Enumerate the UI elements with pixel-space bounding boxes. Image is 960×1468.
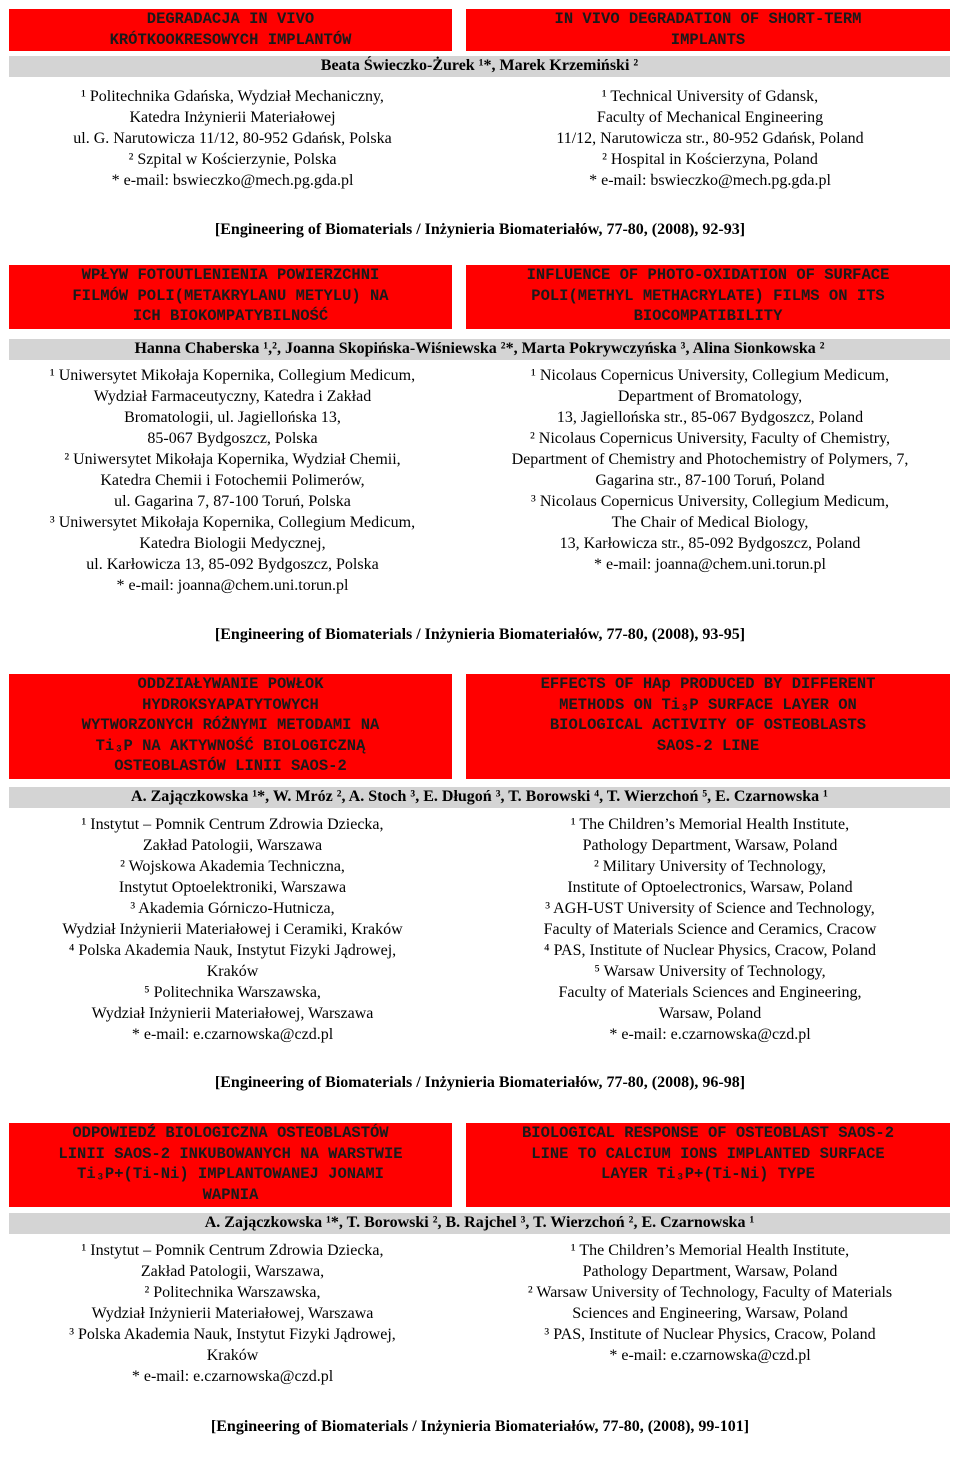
affiliation-line: ¹ The Children’s Memorial Health Institute, — [570, 816, 850, 833]
affiliation-line: Warsaw, Poland — [658, 1005, 762, 1022]
affiliation-line: Zakład Patologii, Warszawa, — [140, 1263, 325, 1280]
affiliation-line: ul. G. Narutowicza 11/12, 80-952 Gdańsk, Polska — [73, 130, 392, 147]
authors-line: A. Zajączkowska ¹*, W. Mróz ², A. Stoch ³, E. Długoń ³, T. Borowski ⁴, T. Wierzchoń ⁵, E. Czarnowska ¹ — [9, 787, 950, 808]
affiliation-line: * e-mail: e.czarnowska@czd.pl — [131, 1368, 334, 1385]
affiliation-line: Wydział Inżynierii Materiałowej i Ceramiki, Kraków — [62, 921, 403, 938]
affiliation-line: ¹ Instytut – Pomnik Centrum Zdrowia Dziecka, — [81, 816, 384, 833]
affiliation-line: ¹ Technical University of Gdansk, — [601, 88, 819, 105]
affiliation-line: 11/12, Narutowicza str., 80-952 Gdańsk, Poland — [556, 130, 864, 147]
affiliations-english — [460, 1240, 960, 1366]
affiliation-line: ² Military University of Technology, — [593, 858, 827, 875]
affiliation-line: 13, Karłowicza str., 85-092 Bydgoszcz, Poland — [559, 535, 861, 552]
affiliation-line: 13, Jagiellońska str., 85-067 Bydgoszcz, Poland — [556, 409, 864, 426]
affiliation-line: Katedra Biologii Medycznej, — [139, 535, 326, 552]
affiliation-line: Faculty of Mechanical Engineering — [596, 109, 824, 126]
affiliation-line: Wydział Inżynierii Materiałowej, Warszawa — [91, 1305, 374, 1322]
affiliation-line: ⁴ Polska Akademia Nauk, Instytut Fizyki Jądrowej, — [68, 942, 397, 959]
affiliation-line: ³ Uniwersytet Mikołaja Kopernika, Collegium Medicum, — [49, 514, 416, 531]
affiliation-line: ³ PAS, Institute of Nuclear Physics, Cracow, Poland — [544, 1326, 876, 1343]
affiliation-line: ¹ Politechnika Gdańska, Wydział Mechaniczny, — [81, 88, 384, 105]
affiliation-line: * e-mail: e.czarnowska@czd.pl — [609, 1347, 811, 1364]
affiliation-line: ² Warsaw University of Technology, Faculty of Materials — [527, 1284, 893, 1301]
authors-line: Hanna Chaberska ¹,², Joanna Skopińska-Wiśniewska ²*, Marta Pokrywczyńska ³, Alina Sionkowska ² — [9, 339, 950, 360]
title-english: INFLUENCE OF PHOTO-OXIDATION OF SURFACE POLI(METHYL METHACRYLATE) FILMS ON ITS BIOCOMPATIBILITY — [466, 265, 950, 329]
affiliation-line: Pathology Department, Warsaw, Poland — [582, 1263, 838, 1280]
affiliation-line: ³ AGH-UST University of Science and Technology, — [545, 900, 875, 917]
affiliation-line: ³ Akademia Górniczo-Hutnicza, — [130, 900, 335, 917]
affiliation-line: ⁵ Warsaw University of Technology, — [594, 963, 826, 980]
affiliation-line: * e-mail: bswieczko@mech.pg.gda.pl — [111, 172, 354, 189]
affiliation-line: ¹ Nicolaus Copernicus University, Collegium Medicum, — [531, 367, 889, 384]
affiliation-line: ¹ Uniwersytet Mikołaja Kopernika, Collegium Medicum, — [49, 367, 416, 384]
affiliation-line: Bromatologii, ul. Jagiellońska 13, — [124, 409, 341, 426]
affiliation-line: Zakład Patologii, Warszawa — [142, 837, 323, 854]
affiliation-line: ⁴ PAS, Institute of Nuclear Physics, Cracow, Poland — [544, 942, 876, 959]
affiliation-line: ² Szpital w Kościerzynie, Polska — [128, 151, 337, 168]
affiliation-line: ul. Karłowicza 13, 85-092 Bydgoszcz, Polska — [86, 556, 379, 573]
affiliation-line: Pathology Department, Warsaw, Poland — [582, 837, 838, 854]
affiliation-line: Wydział Inżynierii Materiałowej, Warszawa — [91, 1005, 374, 1022]
affiliation-line: Department of Bromatology, — [617, 388, 803, 405]
title-polish: ODPOWIEDŹ BIOLOGICZNA OSTEOBLASTÓW LINII SAOS-2 INKUBOWANYCH NA WARSTWIE Ti₃P+(Ti-Ni) IMPLANTOWANEJ JONAMI WAPNIA — [9, 1123, 452, 1207]
title-english: BIOLOGICAL RESPONSE OF OSTEOBLAST SAOS-2 LINE TO CALCIUM IONS IMPLANTED SURFACE LAYER Ti₃P+(Ti-Ni) TYPE — [466, 1123, 950, 1207]
affiliation-line: * e-mail: bswieczko@mech.pg.gda.pl — [589, 172, 831, 189]
affiliations-english — [460, 814, 960, 1045]
title-english: EFFECTS OF HAp PRODUCED BY DIFFERENT METHODS ON Ti₃P SURFACE LAYER ON BIOLOGICAL ACTIVITY OF OSTEOBLASTS SAOS-2 LINE — [466, 674, 950, 779]
affiliation-line: Wydział Farmaceutyczny, Katedra i Zakład — [93, 388, 372, 405]
affiliation-line: Katedra Chemii i Fotochemii Polimerów, — [100, 472, 365, 489]
affiliation-line: ¹ Instytut – Pomnik Centrum Zdrowia Dziecka, — [81, 1242, 384, 1259]
title-polish: DEGRADACJA IN VIVO KRÓTKOOKRESOWYCH IMPLANTÓW — [9, 9, 452, 51]
affiliation-line: ² Wojskowa Akademia Techniczna, — [120, 858, 345, 875]
affiliation-line: ² Hospital in Kościerzyna, Poland — [602, 151, 818, 168]
affiliation-line: ² Nicolaus Copernicus University, Faculty of Chemistry, — [530, 430, 890, 447]
journal-reference: [Engineering of Biomaterials / Inżynieria Biomateriałów, 77-80, (2008), 93-95] — [214, 626, 746, 643]
affiliation-line: ³ Nicolaus Copernicus University, Collegium Medicum, — [531, 493, 889, 510]
title-polish: WPŁYW FOTOUTLENIENIA POWIERZCHNI FILMÓW POLI(METAKRYLANU METYLU) NA ICH BIOKOMPATYBILNOŚĆ — [9, 265, 452, 329]
affiliation-line: ¹ The Children’s Memorial Health Institute, — [570, 1242, 850, 1259]
title-polish: ODDZIAŁYWANIE POWŁOK HYDROKSYAPATYTOWYCH WYTWORZONYCH RÓŻNYMI METODAMI NA Ti₃P NA AKTYWNOŚĆ BIOLOGICZNĄ OSTEOBLASTÓW LINII SAOS-2 — [9, 674, 452, 779]
affiliations-english — [460, 365, 960, 575]
affiliation-line: ² Uniwersytet Mikołaja Kopernika, Wydział Chemii, — [64, 451, 401, 468]
affiliations-polish — [0, 365, 465, 596]
authors-line: A. Zajączkowska ¹*, T. Borowski ², B. Rajchel ³, T. Wierzchoń ², E. Czarnowska ¹ — [9, 1213, 950, 1234]
affiliation-line: ⁵ Politechnika Warszawska, — [144, 984, 321, 1001]
affiliation-line: * e-mail: joanna@chem.uni.torun.pl — [593, 556, 826, 573]
journal-reference: [Engineering of Biomaterials / Inżynieria Biomateriałów, 77-80, (2008), 96-98] — [214, 1074, 746, 1091]
affiliation-line: Instytut Optoelektroniki, Warszawa — [118, 879, 347, 896]
affiliation-line: Department of Chemistry and Photochemistry of Polymers, 7, — [511, 451, 909, 468]
affiliation-line: Gagarina str., 87-100 Toruń, Poland — [595, 472, 825, 489]
affiliation-line: ³ Polska Akademia Nauk, Instytut Fizyki Jądrowej, — [69, 1326, 396, 1343]
affiliation-line: Sciences and Engineering, Warsaw, Poland — [572, 1305, 848, 1322]
affiliations-english — [460, 86, 960, 191]
journal-reference: [Engineering of Biomaterials / Inżynieria Biomateriałów, 77-80, (2008), 92-93] — [214, 221, 746, 238]
journal-reference: [Engineering of Biomaterials / Inżynieria Biomateriałów, 77-80, (2008), 99-101] — [210, 1418, 750, 1435]
affiliations-polish — [0, 814, 465, 1045]
affiliation-line: Faculty of Materials Sciences and Engineering, — [558, 984, 862, 1001]
affiliation-line: Kraków — [206, 1347, 259, 1364]
affiliations-polish — [0, 86, 465, 191]
affiliation-line: Institute of Optoelectronics, Warsaw, Poland — [567, 879, 853, 896]
affiliation-line: * e-mail: e.czarnowska@czd.pl — [609, 1026, 811, 1043]
affiliation-line: ² Politechnika Warszawska, — [144, 1284, 321, 1301]
affiliations-polish — [0, 1240, 465, 1387]
affiliation-line: Katedra Inżynierii Materiałowej — [129, 109, 336, 126]
affiliation-line: * e-mail: e.czarnowska@czd.pl — [131, 1026, 334, 1043]
affiliation-line: Kraków — [206, 963, 259, 980]
authors-line: Beata Świeczko-Żurek ¹*, Marek Krzemiński ² — [9, 56, 950, 77]
affiliation-line: Faculty of Materials Science and Ceramics, Cracow — [543, 921, 877, 938]
affiliation-line: The Chair of Medical Biology, — [611, 514, 809, 531]
affiliation-line: 85-067 Bydgoszcz, Polska — [147, 430, 318, 447]
title-english: IN VIVO DEGRADATION OF SHORT-TERM IMPLANTS — [466, 9, 950, 51]
affiliation-line: ul. Gagarina 7, 87-100 Toruń, Polska — [114, 493, 351, 510]
affiliation-line: * e-mail: joanna@chem.uni.torun.pl — [116, 577, 349, 594]
